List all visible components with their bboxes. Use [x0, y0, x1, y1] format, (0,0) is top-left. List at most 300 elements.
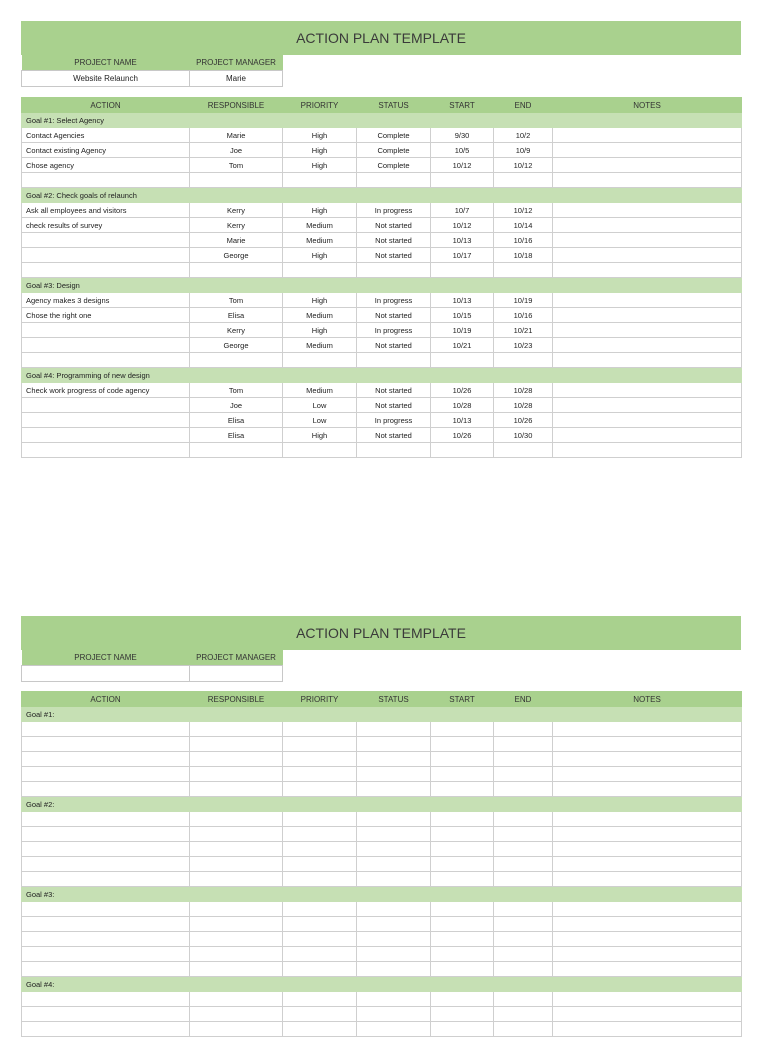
responsible-cell[interactable]: Marie: [190, 128, 283, 143]
responsible-cell[interactable]: Tom: [190, 383, 283, 398]
responsible-cell[interactable]: [190, 752, 283, 767]
priority-cell[interactable]: [283, 842, 357, 857]
priority-cell[interactable]: High: [283, 248, 357, 263]
action-cell[interactable]: Contact existing Agency: [22, 143, 190, 158]
responsible-cell[interactable]: Elisa: [190, 428, 283, 443]
notes-cell[interactable]: [553, 398, 742, 413]
responsible-cell[interactable]: [190, 1007, 283, 1022]
status-cell[interactable]: In progress: [357, 293, 431, 308]
start-cell[interactable]: [431, 782, 494, 797]
start-cell[interactable]: 10/12: [431, 158, 494, 173]
responsible-cell[interactable]: [190, 767, 283, 782]
responsible-cell[interactable]: [190, 962, 283, 977]
priority-cell[interactable]: [283, 173, 357, 188]
end-cell[interactable]: [494, 917, 553, 932]
end-cell[interactable]: 10/9: [494, 143, 553, 158]
start-cell[interactable]: 10/26: [431, 383, 494, 398]
goal-row: [22, 278, 742, 293]
start-cell[interactable]: [431, 947, 494, 962]
priority-cell[interactable]: High: [283, 203, 357, 218]
notes-cell[interactable]: [553, 722, 742, 737]
start-cell[interactable]: [431, 827, 494, 842]
action-cell[interactable]: [22, 842, 190, 857]
responsible-cell[interactable]: [190, 872, 283, 887]
start-cell[interactable]: [431, 842, 494, 857]
status-cell[interactable]: [357, 263, 431, 278]
priority-cell[interactable]: Medium: [283, 233, 357, 248]
notes-cell[interactable]: [553, 203, 742, 218]
notes-cell[interactable]: [553, 323, 742, 338]
status-cell[interactable]: [357, 737, 431, 752]
end-cell[interactable]: 10/16: [494, 308, 553, 323]
table-row: [22, 173, 742, 188]
start-cell[interactable]: [431, 872, 494, 887]
project-name-label: PROJECT NAME: [22, 650, 190, 666]
priority-cell[interactable]: [283, 827, 357, 842]
end-cell[interactable]: 10/28: [494, 398, 553, 413]
action-cell[interactable]: [22, 767, 190, 782]
notes-cell[interactable]: [553, 293, 742, 308]
column-header-status: STATUS: [357, 692, 431, 707]
priority-cell[interactable]: Medium: [283, 338, 357, 353]
action-cell[interactable]: [22, 413, 190, 428]
start-cell[interactable]: [431, 992, 494, 1007]
status-cell[interactable]: [357, 902, 431, 917]
action-cell[interactable]: [22, 962, 190, 977]
goal-cell: [283, 278, 357, 293]
status-cell[interactable]: Complete: [357, 158, 431, 173]
status-cell[interactable]: [357, 872, 431, 887]
goal-row: [22, 368, 742, 383]
table-row: [22, 383, 742, 398]
goal-cell: [431, 707, 494, 722]
status-cell[interactable]: In progress: [357, 203, 431, 218]
priority-cell[interactable]: [283, 1007, 357, 1022]
sheet-title: ACTION PLAN TEMPLATE: [21, 21, 741, 55]
end-cell[interactable]: 10/19: [494, 293, 553, 308]
notes-cell[interactable]: [553, 233, 742, 248]
action-cell[interactable]: [22, 722, 190, 737]
end-cell[interactable]: 10/14: [494, 218, 553, 233]
goal-cell: [494, 797, 553, 812]
notes-cell[interactable]: [553, 128, 742, 143]
priority-cell[interactable]: [283, 722, 357, 737]
project-manager-label: PROJECT MANAGER: [190, 55, 283, 71]
goal-cell: [494, 368, 553, 383]
notes-cell[interactable]: [553, 263, 742, 278]
start-cell[interactable]: [431, 767, 494, 782]
goal-cell: [431, 368, 494, 383]
action-cell[interactable]: [22, 398, 190, 413]
priority-cell[interactable]: [283, 857, 357, 872]
priority-cell[interactable]: [283, 767, 357, 782]
notes-cell[interactable]: [553, 812, 742, 827]
action-cell[interactable]: Chose the right one: [22, 308, 190, 323]
notes-cell[interactable]: [553, 737, 742, 752]
priority-cell[interactable]: High: [283, 128, 357, 143]
status-cell[interactable]: In progress: [357, 413, 431, 428]
responsible-cell[interactable]: George: [190, 248, 283, 263]
notes-cell[interactable]: [553, 767, 742, 782]
table-row: [22, 128, 742, 143]
status-cell[interactable]: Not started: [357, 308, 431, 323]
action-cell[interactable]: [22, 1007, 190, 1022]
action-cell[interactable]: check results of survey: [22, 218, 190, 233]
notes-cell[interactable]: [553, 143, 742, 158]
start-cell[interactable]: 10/28: [431, 398, 494, 413]
priority-cell[interactable]: Low: [283, 398, 357, 413]
table-row: [22, 932, 742, 947]
priority-cell[interactable]: [283, 872, 357, 887]
end-cell[interactable]: [494, 992, 553, 1007]
action-cell[interactable]: [22, 917, 190, 932]
start-cell[interactable]: 9/30: [431, 128, 494, 143]
responsible-cell[interactable]: [190, 722, 283, 737]
start-cell[interactable]: [431, 752, 494, 767]
status-cell[interactable]: [357, 992, 431, 1007]
start-cell[interactable]: [431, 722, 494, 737]
action-cell[interactable]: [22, 338, 190, 353]
start-cell[interactable]: 10/13: [431, 413, 494, 428]
notes-cell[interactable]: [553, 248, 742, 263]
table-row: [22, 248, 742, 263]
start-cell[interactable]: [431, 932, 494, 947]
responsible-cell[interactable]: [190, 992, 283, 1007]
action-cell[interactable]: [22, 782, 190, 797]
action-cell[interactable]: [22, 353, 190, 368]
status-cell[interactable]: Not started: [357, 233, 431, 248]
start-cell[interactable]: 10/19: [431, 323, 494, 338]
end-cell[interactable]: [494, 842, 553, 857]
column-header-end: END: [494, 692, 553, 707]
action-cell[interactable]: [22, 902, 190, 917]
priority-cell[interactable]: High: [283, 293, 357, 308]
goal-cell: [190, 278, 283, 293]
responsible-cell[interactable]: [190, 827, 283, 842]
responsible-cell[interactable]: [190, 263, 283, 278]
notes-cell[interactable]: [553, 413, 742, 428]
notes-cell[interactable]: [553, 218, 742, 233]
project-info-table: [21, 55, 283, 87]
project-name-label: PROJECT NAME: [22, 55, 190, 71]
start-cell[interactable]: [431, 962, 494, 977]
project-manager-field[interactable]: Marie: [190, 71, 283, 87]
start-cell[interactable]: [431, 917, 494, 932]
responsible-cell[interactable]: Kerry: [190, 323, 283, 338]
responsible-cell[interactable]: Marie: [190, 233, 283, 248]
end-cell[interactable]: 10/28: [494, 383, 553, 398]
start-cell[interactable]: [431, 857, 494, 872]
end-cell[interactable]: [494, 1007, 553, 1022]
status-cell[interactable]: [357, 917, 431, 932]
notes-cell[interactable]: [553, 917, 742, 932]
notes-cell[interactable]: [553, 308, 742, 323]
goal-cell: [553, 278, 742, 293]
priority-cell[interactable]: [283, 947, 357, 962]
status-cell[interactable]: [357, 443, 431, 458]
action-cell[interactable]: [22, 323, 190, 338]
column-header-start: START: [431, 692, 494, 707]
end-cell[interactable]: [494, 782, 553, 797]
action-cell[interactable]: [22, 932, 190, 947]
action-cell[interactable]: [22, 233, 190, 248]
notes-cell[interactable]: [553, 338, 742, 353]
status-cell[interactable]: [357, 857, 431, 872]
priority-cell[interactable]: Medium: [283, 218, 357, 233]
priority-cell[interactable]: [283, 917, 357, 932]
end-cell[interactable]: [494, 947, 553, 962]
end-cell[interactable]: 10/30: [494, 428, 553, 443]
table-row: [22, 203, 742, 218]
responsible-cell[interactable]: Elisa: [190, 308, 283, 323]
status-cell[interactable]: Not started: [357, 218, 431, 233]
status-cell[interactable]: [357, 722, 431, 737]
table-header-row: [22, 98, 742, 113]
end-cell[interactable]: [494, 962, 553, 977]
end-cell[interactable]: [494, 767, 553, 782]
end-cell[interactable]: 10/21: [494, 323, 553, 338]
status-cell[interactable]: [357, 752, 431, 767]
action-cell[interactable]: [22, 947, 190, 962]
table-row: [22, 872, 742, 887]
notes-cell[interactable]: [553, 842, 742, 857]
end-cell[interactable]: 10/12: [494, 158, 553, 173]
action-cell[interactable]: [22, 248, 190, 263]
action-cell[interactable]: [22, 173, 190, 188]
notes-cell[interactable]: [553, 992, 742, 1007]
responsible-cell[interactable]: [190, 917, 283, 932]
responsible-cell[interactable]: [190, 947, 283, 962]
priority-cell[interactable]: [283, 992, 357, 1007]
status-cell[interactable]: [357, 812, 431, 827]
responsible-cell[interactable]: [190, 782, 283, 797]
notes-cell[interactable]: [553, 932, 742, 947]
notes-cell[interactable]: [553, 947, 742, 962]
start-cell[interactable]: [431, 263, 494, 278]
table-row: [22, 782, 742, 797]
end-cell[interactable]: [494, 752, 553, 767]
blank-action-plan-sheet: [21, 616, 741, 1024]
action-cell[interactable]: Ask all employees and visitors: [22, 203, 190, 218]
responsible-cell[interactable]: [190, 443, 283, 458]
goal-cell: [431, 797, 494, 812]
action-table: [21, 97, 742, 458]
end-cell[interactable]: [494, 722, 553, 737]
end-cell[interactable]: [494, 902, 553, 917]
action-cell[interactable]: [22, 827, 190, 842]
end-cell[interactable]: [494, 932, 553, 947]
status-cell[interactable]: Not started: [357, 383, 431, 398]
project-name-field[interactable]: [22, 666, 190, 682]
responsible-cell[interactable]: [190, 857, 283, 872]
status-cell[interactable]: [357, 1007, 431, 1022]
notes-cell[interactable]: [553, 752, 742, 767]
end-cell[interactable]: 10/2: [494, 128, 553, 143]
status-cell[interactable]: [357, 947, 431, 962]
priority-cell[interactable]: [283, 782, 357, 797]
table-row: [22, 947, 742, 962]
status-cell[interactable]: In progress: [357, 323, 431, 338]
status-cell[interactable]: [357, 767, 431, 782]
table-row: [22, 353, 742, 368]
action-cell[interactable]: Contact Agencies: [22, 128, 190, 143]
status-cell[interactable]: Complete: [357, 143, 431, 158]
priority-cell[interactable]: [283, 443, 357, 458]
goal-cell: [553, 368, 742, 383]
responsible-cell[interactable]: [190, 902, 283, 917]
action-cell[interactable]: [22, 992, 190, 1007]
action-cell[interactable]: [22, 443, 190, 458]
notes-cell[interactable]: [553, 158, 742, 173]
goal-cell: [357, 188, 431, 203]
end-cell[interactable]: [494, 443, 553, 458]
notes-cell[interactable]: [553, 353, 742, 368]
start-cell[interactable]: 10/13: [431, 293, 494, 308]
priority-cell[interactable]: High: [283, 143, 357, 158]
notes-cell[interactable]: [553, 857, 742, 872]
priority-cell[interactable]: [283, 812, 357, 827]
end-cell[interactable]: [494, 857, 553, 872]
end-cell[interactable]: 10/16: [494, 233, 553, 248]
notes-cell[interactable]: [553, 782, 742, 797]
start-cell[interactable]: [431, 443, 494, 458]
responsible-cell[interactable]: [190, 353, 283, 368]
status-cell[interactable]: [357, 173, 431, 188]
action-cell[interactable]: Check work progress of code agency: [22, 383, 190, 398]
end-cell[interactable]: 10/12: [494, 203, 553, 218]
notes-cell[interactable]: [553, 902, 742, 917]
responsible-cell[interactable]: Kerry: [190, 203, 283, 218]
action-cell[interactable]: Agency makes 3 designs: [22, 293, 190, 308]
responsible-cell[interactable]: [190, 812, 283, 827]
responsible-cell[interactable]: Joe: [190, 398, 283, 413]
start-cell[interactable]: 10/21: [431, 338, 494, 353]
end-cell[interactable]: [494, 353, 553, 368]
status-cell[interactable]: [357, 353, 431, 368]
priority-cell[interactable]: [283, 353, 357, 368]
notes-cell[interactable]: [553, 173, 742, 188]
notes-cell[interactable]: [553, 962, 742, 977]
start-cell[interactable]: 10/7: [431, 203, 494, 218]
column-header-status: STATUS: [357, 98, 431, 113]
status-cell[interactable]: Not started: [357, 248, 431, 263]
priority-cell[interactable]: [283, 962, 357, 977]
status-cell[interactable]: [357, 782, 431, 797]
end-cell[interactable]: [494, 812, 553, 827]
priority-cell[interactable]: [283, 902, 357, 917]
notes-cell[interactable]: [553, 428, 742, 443]
priority-cell[interactable]: [283, 932, 357, 947]
action-cell[interactable]: [22, 428, 190, 443]
end-cell[interactable]: 10/23: [494, 338, 553, 353]
status-cell[interactable]: Not started: [357, 338, 431, 353]
notes-cell[interactable]: [553, 383, 742, 398]
status-cell[interactable]: [357, 962, 431, 977]
goal-cell: [190, 707, 283, 722]
project-name-field[interactable]: Website Relaunch: [22, 71, 190, 87]
action-cell[interactable]: [22, 263, 190, 278]
table-row: [22, 722, 742, 737]
action-cell[interactable]: [22, 737, 190, 752]
priority-cell[interactable]: [283, 737, 357, 752]
action-cell[interactable]: Chose agency: [22, 158, 190, 173]
end-cell[interactable]: [494, 737, 553, 752]
responsible-cell[interactable]: Tom: [190, 158, 283, 173]
notes-cell[interactable]: [553, 827, 742, 842]
start-cell[interactable]: [431, 812, 494, 827]
responsible-cell[interactable]: Tom: [190, 293, 283, 308]
goal-cell: [283, 977, 357, 992]
table-row: [22, 233, 742, 248]
responsible-cell[interactable]: Kerry: [190, 218, 283, 233]
responsible-cell[interactable]: [190, 932, 283, 947]
end-cell[interactable]: [494, 173, 553, 188]
responsible-cell[interactable]: George: [190, 338, 283, 353]
status-cell[interactable]: [357, 932, 431, 947]
action-cell[interactable]: [22, 857, 190, 872]
priority-cell[interactable]: High: [283, 428, 357, 443]
start-cell[interactable]: 10/17: [431, 248, 494, 263]
responsible-cell[interactable]: Elisa: [190, 413, 283, 428]
table-row: [22, 143, 742, 158]
start-cell[interactable]: [431, 737, 494, 752]
end-cell[interactable]: [494, 263, 553, 278]
start-cell[interactable]: 10/26: [431, 428, 494, 443]
start-cell[interactable]: 10/15: [431, 308, 494, 323]
responsible-cell[interactable]: Joe: [190, 143, 283, 158]
goal-row: [22, 887, 742, 902]
status-cell[interactable]: [357, 827, 431, 842]
priority-cell[interactable]: Medium: [283, 308, 357, 323]
status-cell[interactable]: Not started: [357, 398, 431, 413]
priority-cell[interactable]: [283, 263, 357, 278]
status-cell[interactable]: Not started: [357, 428, 431, 443]
notes-cell[interactable]: [553, 872, 742, 887]
priority-cell[interactable]: Medium: [283, 383, 357, 398]
notes-cell[interactable]: [553, 1007, 742, 1022]
end-cell[interactable]: 10/18: [494, 248, 553, 263]
responsible-cell[interactable]: [190, 173, 283, 188]
priority-cell[interactable]: Low: [283, 413, 357, 428]
start-cell[interactable]: 10/13: [431, 233, 494, 248]
end-cell[interactable]: 10/26: [494, 413, 553, 428]
action-plan-sheet: [21, 21, 741, 466]
action-cell[interactable]: [22, 752, 190, 767]
status-cell[interactable]: [357, 842, 431, 857]
start-cell[interactable]: [431, 173, 494, 188]
goal-cell: [431, 278, 494, 293]
priority-cell[interactable]: [283, 752, 357, 767]
start-cell[interactable]: [431, 1007, 494, 1022]
notes-cell[interactable]: [553, 443, 742, 458]
priority-cell[interactable]: High: [283, 158, 357, 173]
start-cell[interactable]: [431, 353, 494, 368]
start-cell[interactable]: [431, 902, 494, 917]
goal-label: Goal #2:: [22, 797, 190, 812]
start-cell[interactable]: 10/5: [431, 143, 494, 158]
responsible-cell[interactable]: [190, 842, 283, 857]
action-cell[interactable]: [22, 812, 190, 827]
project-manager-field[interactable]: [190, 666, 283, 682]
action-cell[interactable]: [22, 872, 190, 887]
status-cell[interactable]: Complete: [357, 128, 431, 143]
end-cell[interactable]: [494, 872, 553, 887]
table-row: [22, 917, 742, 932]
start-cell[interactable]: 10/12: [431, 218, 494, 233]
responsible-cell[interactable]: [190, 737, 283, 752]
priority-cell[interactable]: High: [283, 323, 357, 338]
end-cell[interactable]: [494, 827, 553, 842]
